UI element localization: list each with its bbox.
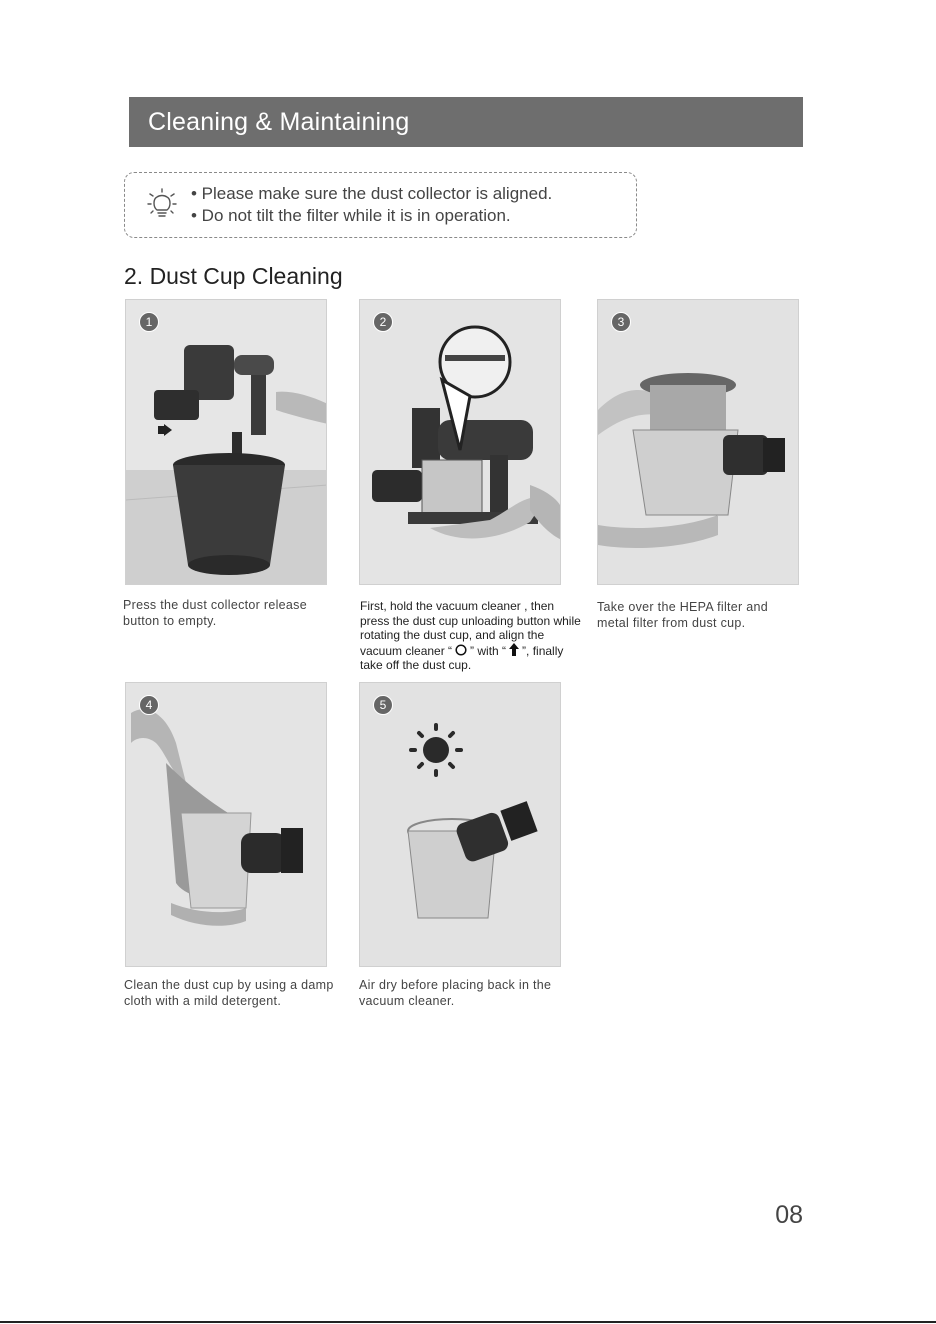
header-title: Cleaning & Maintaining: [148, 107, 410, 136]
step-4-illustration: [126, 683, 327, 967]
step-2-illustration: [360, 300, 561, 585]
step-3-caption: Take over the HEPA filter and metal filter from dust cup.: [597, 600, 769, 630]
step-1-photo: [125, 299, 327, 585]
tip-box: [124, 172, 637, 238]
step-2-caption: [360, 599, 585, 673]
step-3-photo: [597, 299, 799, 585]
step-5-photo: [359, 682, 561, 967]
step-badge: 4: [139, 695, 159, 715]
step-1-illustration: [126, 300, 327, 585]
step-5-illustration: [360, 683, 561, 967]
section-title: 2. Dust Cup Cleaning: [124, 263, 343, 289]
step-badge: 2: [373, 312, 393, 332]
step-2-caption-text: First, hold the vacuum cleaner , then press the dust cup unloading button while rotating the dust cup, and align the vacuum cleaner “: [360, 599, 581, 658]
circle-symbol-icon: [454, 644, 468, 656]
sun-icon: [411, 725, 461, 775]
step-1-caption: Press the dust collector release button to empty.: [123, 598, 307, 628]
step-3-illustration: [598, 300, 799, 585]
tip-line: • Please make sure the dust collector is aligned.: [191, 184, 553, 203]
step-4-caption: Clean the dust cup by using a damp cloth with a mild detergent.: [124, 978, 334, 1008]
step-badge: 1: [139, 312, 159, 332]
arrow-up-icon: [508, 643, 520, 656]
step-2-caption-text: ”, finally take off the dust cup.: [360, 643, 564, 672]
step-4-photo: [125, 682, 327, 967]
page-number: 08: [775, 1201, 803, 1229]
step-2-caption-text: ” with “: [470, 643, 507, 658]
step-2-photo: [359, 299, 561, 585]
bottom-rule: [0, 1321, 936, 1323]
step-badge: 5: [373, 695, 393, 715]
section-header-bar: [129, 97, 803, 147]
tip-line: • Do not tilt the filter while it is in operation.: [191, 206, 511, 225]
lightbulb-icon: [147, 188, 177, 222]
step-badge: 3: [611, 312, 631, 332]
step-5-caption: Air dry before placing back in the vacuum cleaner.: [359, 978, 552, 1008]
